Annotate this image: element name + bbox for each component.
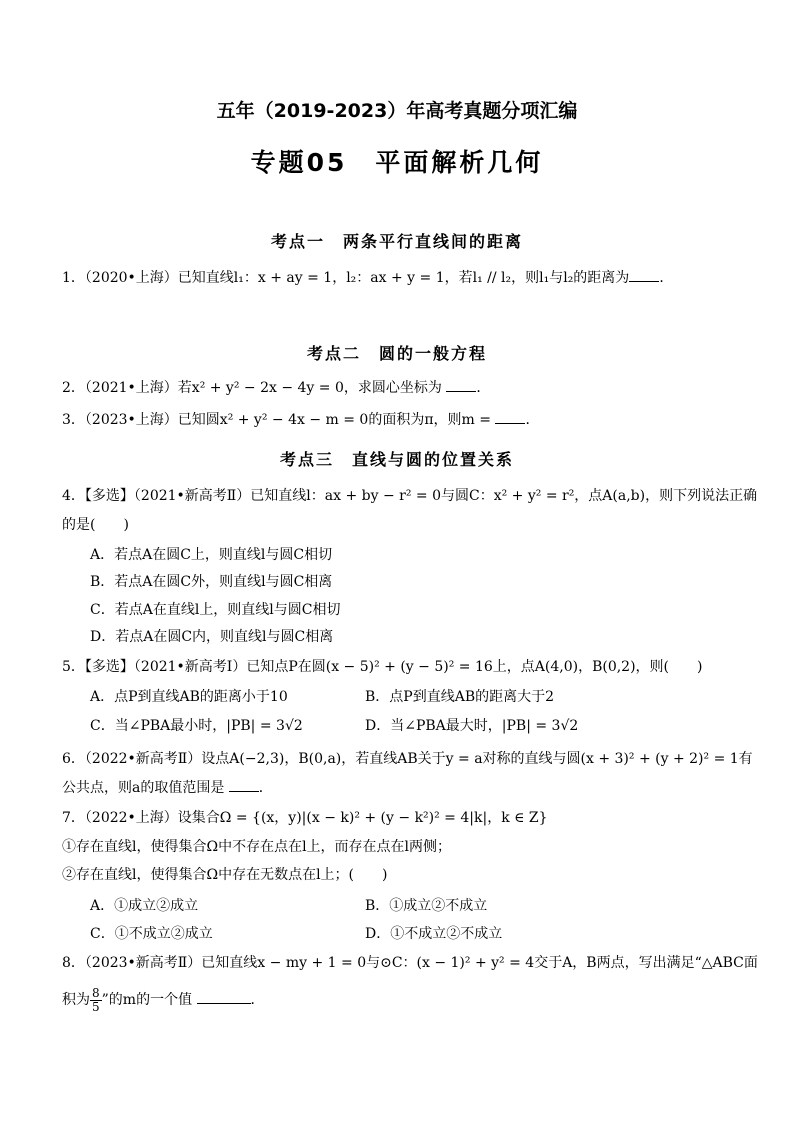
- answer-blank: [629, 268, 659, 282]
- option-a: A．①成立②成立: [90, 898, 199, 914]
- question-1: 1．（2020•上海）已知直线l₁：x + ay = 1，l₂：ax + y = 1，若l₁ // l₂，则l₁与l₂的距离为 ．: [62, 270, 674, 286]
- option-d: D．①不成立②不成立: [365, 926, 503, 942]
- option-c: C．①不成立②成立: [90, 926, 213, 942]
- section-heading: 考点二 圆的一般方程: [306, 344, 487, 363]
- answer-blank: [495, 410, 525, 424]
- option-a: A．点P到直线AB的距离小于10: [90, 689, 288, 705]
- question-5-stem: 5．【多选】（2021•新高考Ⅰ）已知点P在圆(x − 5)² + (y − 5)² = 16上，点A(4,0)，B(0,2)，则( ): [62, 659, 703, 675]
- question-text: 1．（2020•上海）已知直线l₁：x + ay = 1，l₂：ax + y = 1，若l₁ // l₂，则l₁与l₂的距离为: [62, 270, 630, 286]
- question-3: 3．（2023•上海）已知圆x² + y² − 4x − m = 0的面积为π，则m = ．: [62, 412, 540, 428]
- option-d: D．当∠PBA最大时，|PB| = 3√2: [365, 718, 579, 734]
- question-4-stem-cont: 的是( ): [62, 517, 129, 533]
- topic-title: 专题05 平面解析几何: [250, 148, 544, 177]
- option-c: C．当∠PBA最小时，|PB| = 3√2: [90, 718, 303, 734]
- option-b: B．点P到直线AB的距离大于2: [365, 689, 555, 705]
- question-8-stem: 8．（2023•新高考Ⅱ）已知直线x − my + 1 = 0与⊙C：(x − 1)² + y² = 4交于A，B两点，写出满足“△ABC面: [62, 955, 758, 971]
- question-6-stem: 6．（2022•新高考Ⅱ）设点A(−2,3)，B(0,a)，若直线AB关于y = a对称的直线与圆(x + 3)² + (y + 2)² = 1有: [62, 751, 753, 767]
- option-d: D．若点A在圆C内，则直线l与圆C相离: [90, 629, 334, 645]
- answer-blank: [446, 378, 476, 392]
- section-heading: 考点三 直线与圆的位置关系: [279, 450, 514, 469]
- question-4-stem: 4．【多选】（2021•新高考Ⅱ）已知直线l：ax + by − r² = 0与圆C：x² + y² = r²，点A(a,b)，则下列说法正确: [62, 488, 758, 504]
- question-text: 3．（2023•上海）已知圆x² + y² − 4x − m = 0的面积为π，则m =: [62, 412, 496, 428]
- question-7-condition-2: ②存在直线l，使得集合Ω中存在无数点在l上；( ): [62, 867, 388, 883]
- question-7-stem: 7．（2022•上海）设集合Ω = {(x，y)|(x − k)² + (y − k²)² = 4|k|，k ∈ Z}: [62, 810, 548, 826]
- question-6-stem-cont: 公共点，则a的取值范围是 ．: [62, 780, 273, 796]
- question-text: 2．（2021•上海）若x² + y² − 2x − 4y = 0，求圆心坐标为: [62, 380, 447, 396]
- answer-blank: [229, 778, 259, 792]
- option-b: B．若点A在圆C外，则直线l与圆C相离: [90, 574, 333, 590]
- collection-title: 五年（2019-2023）年高考真题分项汇编: [216, 100, 578, 122]
- question-2: 2．（2021•上海）若x² + y² − 2x − 4y = 0，求圆心坐标为 ．: [62, 380, 491, 396]
- question-7-condition-1: ①存在直线l，使得集合Ω中不存在点在l上，而存在点在l两侧；: [62, 839, 452, 855]
- option-c: C．若点A在直线l上，则直线l与圆C相切: [90, 602, 341, 618]
- section-heading: 考点一 两条平行直线间的距离: [270, 232, 523, 251]
- question-8-stem-cont: 积为 $\frac{8}{5}$ ”的m的一个值 ．: [62, 985, 265, 1014]
- option-a: A．若点A在圆C上，则直线l与圆C相切: [90, 547, 333, 563]
- answer-blank: [197, 990, 251, 1004]
- option-b: B．①成立②不成立: [365, 898, 488, 914]
- fraction: $\frac{8}{5}$: [92, 985, 100, 1014]
